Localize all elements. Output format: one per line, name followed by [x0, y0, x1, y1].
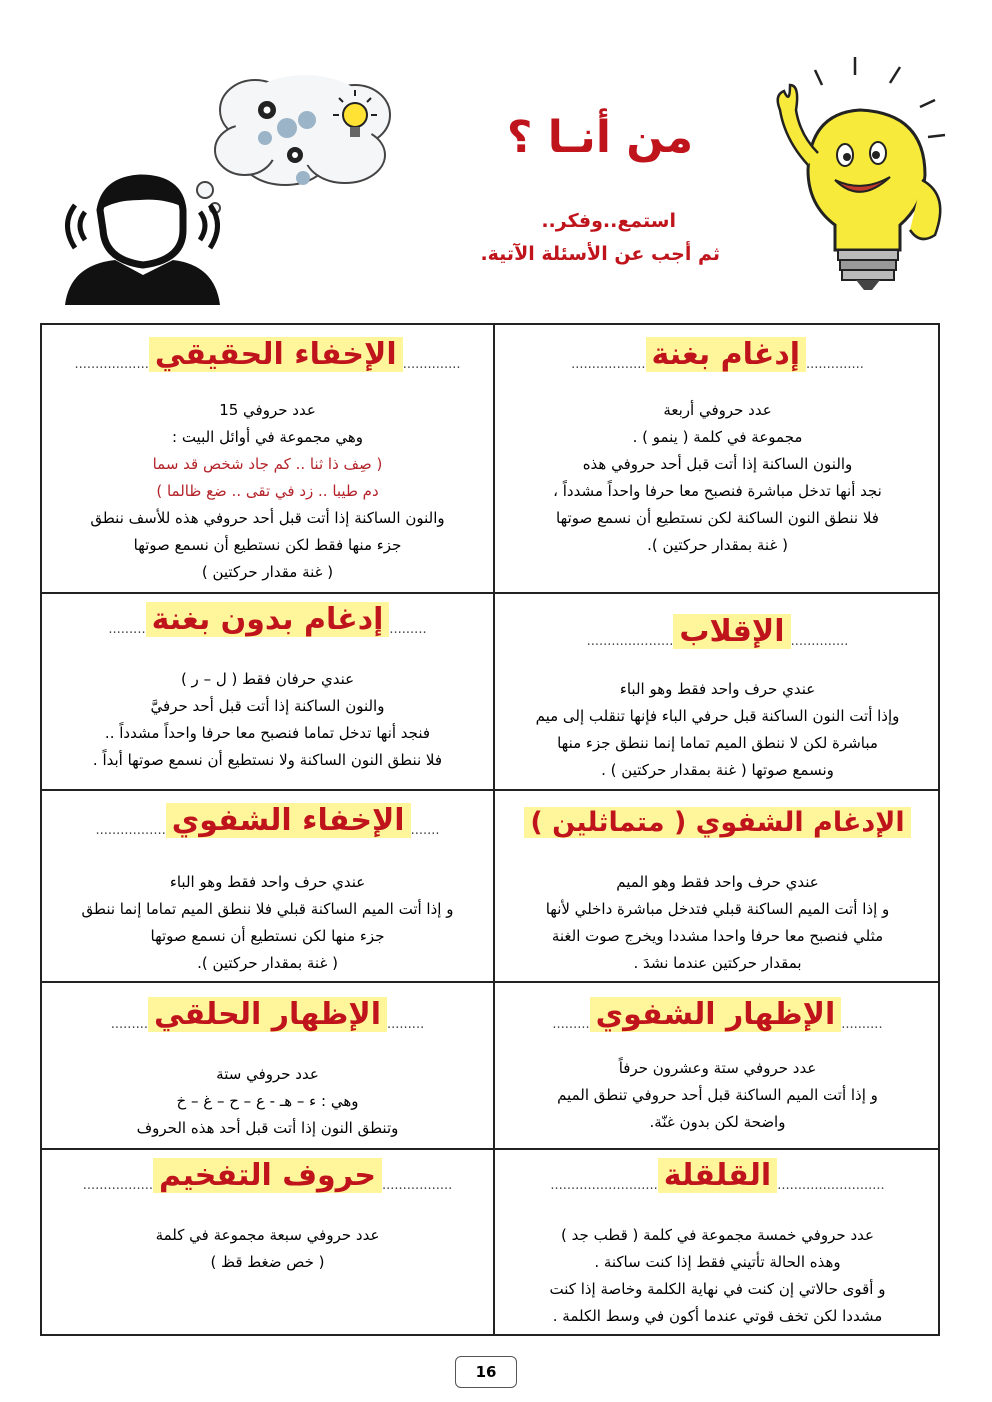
dotted-line: .......................... — [550, 1178, 658, 1193]
rule-text: ( صِف ذا ثنا .. كم جاد شخص قد سما — [152, 455, 383, 473]
rule-text: ( غنة مقدار حركتين ) — [201, 563, 334, 581]
rule-text: وهي مجموعة في أوائل البيت : — [172, 428, 363, 446]
rule-card — [495, 1150, 940, 1336]
rule-title: الإخفاء الشفوي — [166, 803, 411, 838]
lightbulb-character-illustration — [760, 55, 955, 295]
rule-text: بمقدار حركتين عندما نشدَ . — [633, 954, 802, 972]
rule-text: و إذا أتت الميم الساكنة قبل أحد حروفي تنطق الميم — [557, 1086, 878, 1104]
dotted-line: ......... — [552, 1017, 590, 1032]
rule-card — [495, 325, 940, 592]
rule-text: و إذا أتت الميم الساكنة قبلي فتدخل مباشرة داخلي لأنها — [545, 900, 890, 918]
dotted-line: ......... — [110, 1017, 148, 1032]
rule-text: عندي حرف واحد فقط وهو الميم — [616, 873, 819, 891]
rule-text: وهي : ء – هـ - ع – ح – غ – خ — [176, 1092, 359, 1110]
dotted-line: .................. — [571, 357, 646, 372]
page-number: 16 — [455, 1356, 517, 1388]
rule-text: ( غنة بمقدار حركتين ). — [647, 536, 788, 554]
rule-card — [42, 791, 493, 981]
rule-text: ( خص ضغط قظ ) — [210, 1253, 325, 1271]
instruction-line-1: استمع..وفكر.. — [541, 210, 676, 232]
rule-card — [42, 983, 493, 1148]
rule-text: نجد أنها تدخل مباشرة فنصبح معا حرفا واحداً مشدداً ، — [553, 482, 882, 500]
rule-text: وهذه الحالة تأتيني فقط إذا كنت ساكنة . — [594, 1253, 841, 1271]
rule-text: دم طيبا .. زد في تقى .. ضع ظالما ) — [156, 482, 379, 500]
rule-text: واضحة لكن بدون غنّة. — [649, 1113, 786, 1131]
rule-text: عندي حرف واحد فقط وهو الباء — [619, 680, 816, 698]
rule-text: عدد حروفي ستة وعشرون حرفاً — [618, 1059, 817, 1077]
rule-card — [42, 594, 493, 789]
dotted-line: ......... — [387, 1017, 425, 1032]
thought-cloud-icon — [215, 75, 390, 185]
rule-text: ونسمع صوتها ( غنة بمقدار حركتين ) . — [601, 761, 834, 779]
rule-text: فنجد أنها تدخل تماما فنصبح معا حرفا واحداً مشدداً .. — [104, 724, 431, 742]
dotted-line: ................. — [82, 1178, 153, 1193]
rule-text: و أقوى حالاتي إن كنت في نهاية الكلمة وخاصة إذا كنت — [549, 1280, 886, 1298]
dotted-line: .............. — [402, 357, 461, 372]
rule-card — [42, 1150, 493, 1336]
rule-card — [495, 791, 940, 981]
rule-text: عندي حرف واحد فقط وهو الباء — [169, 873, 366, 891]
rule-text: والنون الساكنة إذا أتت قبل أحد حروفي هذه للأسف ننطق — [90, 509, 445, 527]
dotted-line: .............. — [790, 634, 849, 649]
dotted-line: .......... — [841, 1017, 883, 1032]
rule-text: والنون الساكنة إذا أتت قبل أحد حرفيَّ — [150, 697, 385, 715]
rule-text: والنون الساكنة إذا أتت قبل أحد حروفي هذه — [582, 455, 853, 473]
rule-text: عدد حروفي سبعة مجموعة في كلمة — [155, 1226, 380, 1244]
page-title: من أنـا ؟ — [506, 112, 694, 163]
rule-text: جزء منها فقط لكن نستطيع أن نسمع صوتها — [133, 536, 402, 554]
rule-title: حروف التفخيم — [153, 1158, 382, 1193]
rule-text: مباشرة لكن لا ننطق الميم تماما إنما ننطق جزء منها — [557, 734, 878, 752]
rule-text: عندي حرفان فقط ( ل – ر ) — [180, 670, 355, 688]
dotted-line: .......................... — [777, 1178, 885, 1193]
dotted-line: .............. — [806, 357, 864, 372]
rule-title: الإخفاء الحقيقي — [149, 337, 403, 372]
dotted-line: ................. — [382, 1178, 453, 1193]
lightbulb-icon — [808, 110, 925, 250]
rule-text: مشددا لكن تخف قوتي عندما أكون في وسط الكلمة . — [552, 1307, 883, 1325]
rule-text: مثلي فنصبح معا حرفا واحدا مشددا ويخرج صوت الغنة — [551, 927, 884, 945]
rule-text: ( غنة بمقدار حركتين ). — [197, 954, 338, 972]
rule-text: عدد حروفي أربعة — [663, 401, 772, 419]
rule-text: وإذا أتت النون الساكنة قبل حرفي الباء فإنها تنقلب إلى ميم — [535, 707, 900, 725]
rule-text: فلا ننطق النون الساكنة ولا نستطيع أن نسمع صوتها أبداً . — [92, 751, 443, 769]
listening-person-icon — [65, 176, 220, 305]
rule-title: الإدغام الشفوي ( متماثلين ) — [524, 807, 910, 838]
dotted-line: ..................... — [586, 634, 674, 649]
rule-title: الإقلاب — [673, 614, 790, 649]
rule-text: وتنطق النون إذا أتت قبل أحد هذه الحروف — [136, 1119, 399, 1137]
rule-text: عدد حروفي 15 — [219, 401, 316, 419]
rule-title: الإظهار الشفوي — [590, 997, 842, 1032]
dotted-line: ....... — [410, 823, 440, 838]
rule-title: إدغام بغنة — [646, 337, 807, 372]
rule-text: و إذا أتت الميم الساكنة قبلي فلا ننطق الميم تماما إنما ننطق — [81, 900, 454, 918]
dotted-line: ......... — [108, 622, 146, 637]
rule-text: جزء منها لكن نستطيع أن نسمع صوتها — [150, 927, 385, 945]
rule-card — [495, 594, 940, 789]
rule-text: عدد حروفي خمسة مجموعة في كلمة ( قطب جد ) — [561, 1226, 874, 1244]
rule-text: فلا ننطق النون الساكنة لكن نستطيع أن نسمع صوتها — [556, 509, 879, 527]
instruction-line-2: ثم أجب عن الأسئلة الآتية. — [480, 243, 720, 265]
dotted-line: ................. — [95, 823, 166, 838]
rule-title: إدغام بدون بغنة — [146, 602, 390, 637]
rule-title: الإظهار الحلقي — [148, 997, 387, 1032]
rule-title: القلقلة — [658, 1158, 777, 1193]
rule-text: عدد حروفي ستة — [216, 1065, 319, 1083]
thinking-person-illustration — [55, 60, 415, 310]
dotted-line: ......... — [389, 622, 427, 637]
dotted-line: .................. — [74, 357, 149, 372]
rule-card — [42, 325, 493, 592]
rule-text: مجموعة في كلمة ( ينمو ) . — [632, 428, 803, 446]
rule-card — [495, 983, 940, 1148]
